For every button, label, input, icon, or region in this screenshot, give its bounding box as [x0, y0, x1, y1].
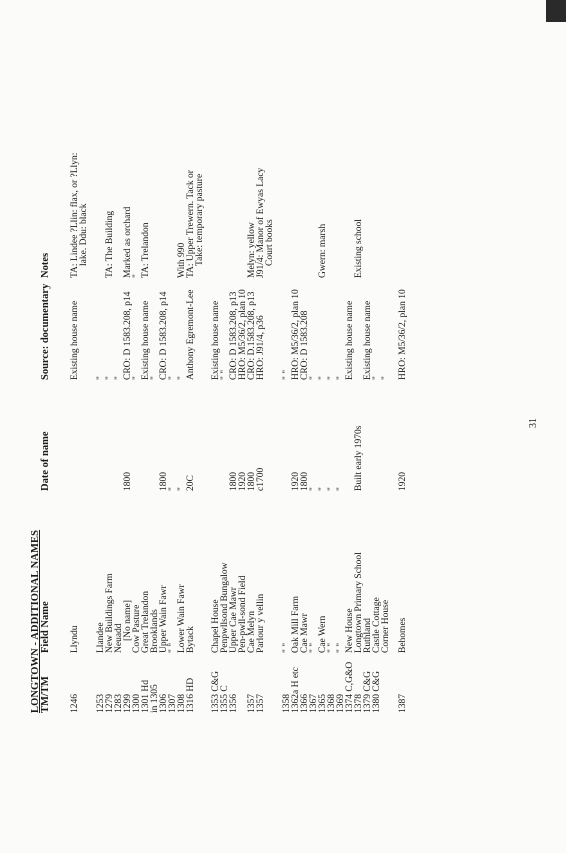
cell-name: Cow Pasture — [132, 604, 142, 653]
cell-date: c1700 — [256, 467, 266, 491]
cell-source: " — [168, 376, 178, 380]
cell-date: 20C — [186, 475, 196, 491]
cell-source: Existing house name — [363, 300, 373, 380]
cell-source: " — [132, 376, 142, 380]
cell-name: Oak Mill Farm — [291, 596, 301, 653]
cell-tm: 1380 C&G — [372, 671, 382, 713]
cell-name: Bytack — [186, 626, 196, 653]
cell-date: 1800 — [229, 472, 239, 491]
cell-tm: 1300 — [132, 694, 142, 713]
cell-name: New Buildings Farm — [105, 573, 115, 653]
cell-date: 1800 — [300, 472, 310, 491]
cell-notes: Court books — [265, 219, 275, 266]
cell-source: " — [336, 376, 346, 380]
cell-name: " " — [168, 642, 178, 653]
cell-notes: With 990 — [177, 242, 187, 278]
cell-name: Corner House — [381, 599, 391, 653]
header-source: Source: documentary — [40, 283, 51, 380]
cell-name: Cae Melyn — [247, 611, 257, 653]
cell-tm: 1367 — [309, 694, 319, 713]
cell-notes: TA: Lindee ?Llin: flax, or ?Llyn: — [70, 152, 80, 278]
cell-date: " — [336, 487, 346, 491]
cell-tm: 1362a H etc — [291, 667, 301, 713]
cell-source: CRO: D 1583.208, p14 — [159, 291, 169, 380]
cell-tm: 1379 C&G — [363, 671, 373, 713]
cell-source: " — [114, 376, 124, 380]
cell-tm: 1316 HD — [186, 677, 196, 713]
cell-notes: lake. Ddu: black — [79, 203, 89, 266]
cell-tm: 1365 — [318, 694, 328, 713]
cell-notes: J91/4: Manor of Ewyas Lacy — [256, 167, 266, 278]
cell-date: 1800 — [159, 472, 169, 491]
cell-source: " — [309, 376, 319, 380]
cell-date: Built early 1970s — [354, 425, 364, 491]
cell-name: Cae Mawr — [300, 613, 310, 653]
cell-notes: Melyn: yellow — [247, 222, 257, 278]
cell-name: Castle Cottage — [372, 597, 382, 653]
cell-date: " — [318, 487, 328, 491]
cell-tm: 1246 — [70, 694, 80, 713]
cell-name: Upper Cae Mawr — [229, 587, 239, 653]
cell-tm: 1308 — [177, 694, 187, 713]
cell-notes: Existing school — [354, 219, 364, 278]
cell-name: Upper Wain Fawr — [159, 585, 169, 653]
cell-notes: Marked as orchard — [123, 206, 133, 278]
cell-notes: TA: Trelandon — [141, 222, 151, 278]
cell-name: Brooklands — [150, 609, 160, 653]
cell-source: " — [381, 376, 391, 380]
cell-notes: TA: The Building — [105, 210, 115, 278]
cell-name: New House — [345, 608, 355, 653]
cell-source: Anthony Egremont-Lee — [186, 289, 196, 380]
cell-tm: 1378 — [354, 694, 364, 713]
cell-date: 1920 — [291, 472, 301, 491]
cell-date: " — [177, 487, 187, 491]
header-tm: TM/TM — [40, 676, 51, 713]
cell-name: Chapel House — [211, 599, 221, 653]
cell-source: CRO: D.1583.208, p13 — [247, 291, 257, 380]
cell-tm: 1366 — [300, 694, 310, 713]
cell-source: " " — [282, 369, 292, 380]
cell-name: Llyndu — [70, 625, 80, 653]
cell-source: Existing house name — [211, 300, 221, 380]
cell-source: HRO: M5/36/2, plan 10 — [238, 289, 248, 380]
cell-name: [No name] — [123, 600, 133, 641]
cell-date: 1800 — [123, 472, 133, 491]
page-title: LONGTOWN - ADDITIONAL NAMES — [30, 529, 41, 713]
cell-tm: 1283 — [114, 694, 124, 713]
cell-name: Cae Wern — [318, 615, 328, 653]
cell-name: Parlour y vellin — [256, 593, 266, 653]
cell-notes: Gwern: marsh — [318, 223, 328, 278]
cell-tm: 1279 — [105, 694, 115, 713]
cell-tm: 1374 C,G&O — [345, 661, 355, 713]
cell-source: " — [318, 376, 328, 380]
cell-tm: 1387 — [398, 694, 408, 713]
header-date: Date of name — [40, 431, 51, 491]
cell-date: " — [327, 487, 337, 491]
cell-notes: " — [132, 274, 142, 278]
cell-tm: 1357 — [247, 694, 257, 713]
cell-name: " " — [327, 642, 337, 653]
cell-tm: 1306 — [159, 694, 169, 713]
cell-tm: 1356 — [229, 694, 239, 713]
cell-name: Neuadd — [114, 623, 124, 653]
cell-tm: 1299 — [123, 694, 133, 713]
cell-date: 1920 — [398, 472, 408, 491]
cell-name: Longtown Primary School — [354, 552, 364, 653]
header-field-name: Field Name — [40, 601, 51, 653]
cell-name: Llandee — [96, 622, 106, 653]
cell-source: HRO: J91/4, p36 — [256, 315, 266, 380]
cell-tm: 1358 — [282, 694, 292, 713]
cell-tm: 1307 — [168, 694, 178, 713]
cell-tm: 1301 Hd — [141, 680, 151, 713]
cell-date: 1800 — [247, 472, 257, 491]
cell-name: " " — [309, 642, 319, 653]
cell-notes: Take: temporary pasture — [195, 173, 205, 266]
cell-source: " — [96, 376, 106, 380]
cell-source: Existing house name — [70, 300, 80, 380]
cell-source: HRO: M5/36/2, plan 10 — [398, 289, 408, 380]
cell-name: " " — [336, 642, 346, 653]
cell-date: " — [168, 487, 178, 491]
cell-source: " — [177, 376, 187, 380]
cell-tm: 1355 C — [220, 685, 230, 713]
cell-date: 1920 — [238, 472, 248, 491]
cell-tm: 1357 — [256, 694, 266, 713]
cell-notes: TA: Upper Trewern. Tack or — [186, 170, 196, 278]
cell-source: " " — [220, 369, 230, 380]
cell-tm: 1369 — [336, 694, 346, 713]
cell-source: Existing house name — [345, 300, 355, 380]
cell-tm: 1353 C&G — [211, 671, 221, 713]
cell-tm: 1253 — [96, 694, 106, 713]
cell-name: Great Trelandon — [141, 590, 151, 653]
cell-name: Penpwllsond Bungalow — [220, 562, 230, 653]
cell-name: Pen-pwll-sond Field — [238, 575, 248, 653]
cell-date: " — [309, 487, 319, 491]
cell-source: " — [327, 376, 337, 380]
cell-source: Existing house name — [141, 300, 151, 380]
cell-name: Behomes — [398, 617, 408, 653]
page-number: 31 — [528, 418, 539, 428]
cell-source: " — [105, 376, 115, 380]
cell-source: CRO: D 1583.208 — [300, 310, 310, 380]
cell-name: Ruthland — [363, 618, 373, 653]
cell-source: HRO: M5/36/2, plan 10 — [291, 289, 301, 380]
cell-name: Lower Wain Fawr — [177, 584, 187, 653]
cell-name: " " — [282, 642, 292, 653]
cell-tm: 1368 — [327, 694, 337, 713]
cell-source: " — [150, 376, 160, 380]
cell-tm: in 1305 — [150, 684, 160, 713]
cell-source: CRO: D 1583.208, p14 — [123, 291, 133, 380]
header-notes: Notes — [40, 252, 51, 278]
cell-source: CRO: D 1583.208, p13 — [229, 291, 239, 380]
cell-source: " — [372, 376, 382, 380]
